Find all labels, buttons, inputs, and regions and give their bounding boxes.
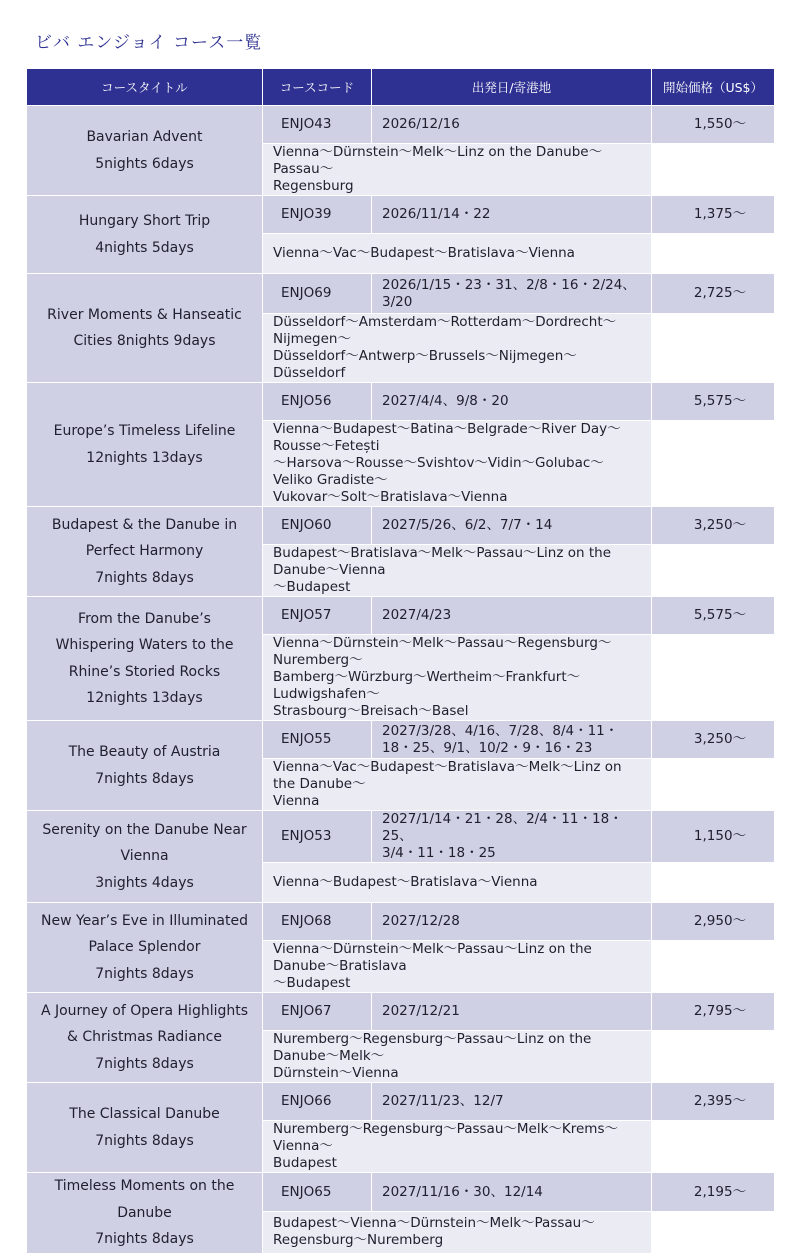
- port-route-line: Vukovar～Solt～Bratislava～Vienna: [273, 489, 508, 505]
- course-code: ENJO43: [263, 106, 372, 144]
- departure-dates: [372, 106, 652, 144]
- departure-date-line: 2027/12/28: [382, 913, 460, 929]
- course-row: [27, 597, 775, 635]
- course-title-line: Vienna: [120, 848, 169, 865]
- course-title-line: Hungary Short Trip: [78, 213, 211, 229]
- header-price: 開始価格（US$）: [652, 69, 775, 106]
- departure-dates: [372, 196, 652, 234]
- departure-dates: [372, 383, 652, 421]
- course-title: [27, 383, 263, 507]
- course-code: ENJO67: [263, 993, 372, 1031]
- departure-date-line: 2027/3/28、4/16、7/28、8/4・11・: [382, 722, 619, 739]
- port-route-line: Vienna～Budapest～Bratislava～Vienna: [273, 874, 538, 890]
- port-route-line: Vienna～Dürnstein～Melk～Passau～Linz on the Danube～Bratislava: [273, 941, 592, 974]
- port-route-line: Strasbourg～Breisach～Basel: [273, 703, 469, 719]
- port-route-line: Düsseldorf～Antwerp～Brussels～Nijmegen～Düsseldorf: [273, 348, 577, 381]
- start-price: 3,250～: [652, 507, 775, 545]
- empty-cell: [652, 863, 775, 903]
- course-title-line: Bavarian Advent: [86, 129, 203, 145]
- header-course-code: コースコード: [263, 69, 372, 106]
- empty-cell: [652, 545, 775, 597]
- start-price: 1,550～: [652, 106, 775, 144]
- departure-date-line: 2026/12/16: [382, 116, 460, 132]
- course-code: ENJO55: [263, 721, 372, 759]
- empty-cell: [652, 234, 775, 274]
- course-code: ENJO68: [263, 903, 372, 941]
- course-title: [27, 597, 263, 721]
- course-title-line: Palace Splendor: [88, 939, 201, 956]
- port-route: [263, 941, 652, 993]
- start-price: 2,950～: [652, 903, 775, 941]
- departure-dates: [372, 903, 652, 941]
- course-row: [27, 1083, 775, 1121]
- course-title-line: Timeless Moments on the: [54, 1178, 235, 1194]
- port-route-line: ～Budapest: [273, 975, 351, 991]
- course-title: [27, 106, 263, 196]
- course-title-line: & Christmas Radiance: [67, 1029, 222, 1046]
- course-row: [27, 811, 775, 863]
- port-route: [263, 1031, 652, 1083]
- departure-date-line: 2027/4/23: [382, 607, 452, 623]
- course-code: ENJO39: [263, 196, 372, 234]
- departure-date-line: 2027/11/23、12/7: [382, 1093, 504, 1109]
- course-row: [27, 383, 775, 421]
- port-route-line: ～Budapest: [273, 579, 351, 595]
- course-title-line: 7nights 8days: [95, 1231, 194, 1247]
- course-row: [27, 106, 775, 144]
- header-course-title: コースタイトル: [27, 69, 263, 106]
- course-row: [27, 196, 775, 234]
- course-code: ENJO60: [263, 507, 372, 545]
- port-route: [263, 1121, 652, 1173]
- empty-cell: [652, 1121, 775, 1173]
- course-row: [27, 274, 775, 314]
- port-route: [263, 545, 652, 597]
- port-route-line: Vienna～Dürnstein～Melk～Passau～Regensburg～Nuremberg～: [273, 635, 612, 668]
- start-price: 2,195～: [652, 1173, 775, 1212]
- departure-dates: [372, 811, 652, 863]
- course-row: [27, 903, 775, 941]
- port-route-line: Regensburg: [273, 178, 354, 194]
- course-code: ENJO69: [263, 274, 372, 314]
- course-title: [27, 274, 263, 383]
- start-price: 2,395～: [652, 1083, 775, 1121]
- departure-dates: [372, 721, 652, 759]
- course-row: [27, 507, 775, 545]
- departure-dates: [372, 1173, 652, 1212]
- port-route-line: Vienna～Dürnstein～Melk～Linz on the Danube～Passau～: [273, 144, 603, 177]
- start-price: 3,250～: [652, 721, 775, 759]
- departure-date-line: 2027/4/4、9/8・20: [382, 393, 509, 409]
- port-route: [263, 759, 652, 811]
- course-title-line: 4nights 5days: [95, 239, 194, 256]
- empty-cell: [652, 1031, 775, 1083]
- course-title-line: 12nights 13days: [86, 449, 203, 466]
- port-route-line: Vienna～Budapest～Batina～Belgrade～River Day～Rousse～Fetești: [273, 421, 621, 454]
- course-title: [27, 1083, 263, 1173]
- port-route: [263, 421, 652, 507]
- course-title-line: Serenity on the Danube Near: [42, 821, 247, 838]
- course-code: ENJO57: [263, 597, 372, 635]
- port-route: [263, 863, 652, 903]
- port-route: [263, 1212, 652, 1253]
- course-title-line: 5nights 6days: [95, 155, 194, 172]
- course-title-line: 7nights 8days: [95, 569, 194, 586]
- start-price: 5,575～: [652, 383, 775, 421]
- course-title: [27, 1173, 263, 1254]
- port-route-line: Vienna～Vac～Budapest～Bratislava～Vienna: [273, 245, 575, 261]
- departure-date-line: 18・25、9/1、10/2・9・16・23: [382, 739, 593, 756]
- departure-date-line: 2026/11/14・22: [382, 206, 491, 222]
- course-title-line: Europe’s Timeless Lifeline: [53, 423, 236, 439]
- course-title-line: The Beauty of Austria: [68, 744, 221, 760]
- course-title: [27, 993, 263, 1083]
- course-title: [27, 811, 263, 903]
- empty-cell: [652, 314, 775, 383]
- course-title-line: 7nights 8days: [95, 965, 194, 982]
- departure-date-line: 2027/5/26、6/2、7/7・14: [382, 517, 553, 533]
- departure-dates: [372, 507, 652, 545]
- page-title: ビバ エンジョイ コース一覧: [35, 33, 263, 53]
- empty-cell: [652, 1212, 775, 1253]
- departure-date-line: 2027/1/14・21・28、2/4・11・18・25、: [382, 811, 623, 844]
- empty-cell: [652, 759, 775, 811]
- course-row: [27, 721, 775, 759]
- port-route-line: Dürnstein～Vienna: [273, 1065, 399, 1081]
- course-title-line: New Year’s Eve in Illuminated: [41, 912, 248, 929]
- course-title-line: Whispering Waters to the: [55, 637, 234, 653]
- course-title-line: Rhine’s Storied Rocks: [68, 663, 221, 680]
- port-route-line: Budapest～Bratislava～Melk～Passau～Linz on the Danube～Vienna: [273, 545, 612, 578]
- departure-date-line: 2027/12/21: [382, 1003, 460, 1019]
- empty-cell: [652, 421, 775, 507]
- course-title-line: Budapest & the Danube in: [51, 516, 238, 533]
- course-code: ENJO65: [263, 1173, 372, 1212]
- start-price: 2,725～: [652, 274, 775, 314]
- departure-date-line: 2027/11/16・30、12/14: [382, 1183, 543, 1200]
- course-title-line: 12nights 13days: [86, 690, 203, 706]
- course-title: [27, 196, 263, 274]
- departure-date-line: 2026/1/15・23・31、2/8・16・2/24、: [382, 276, 636, 293]
- port-route-line: Vienna～Vac～Budapest～Bratislava～Melk～Linz on the Danube～: [273, 759, 622, 792]
- port-route: [263, 314, 652, 383]
- empty-cell: [652, 635, 775, 721]
- course-code: ENJO53: [263, 811, 372, 863]
- port-route-line: Düsseldorf～Amsterdam～Rotterdam～Dordrecht～Nijmegen～: [273, 314, 617, 347]
- departure-date-line: 3/20: [382, 293, 413, 310]
- empty-cell: [652, 941, 775, 993]
- course-title-line: 7nights 8days: [95, 1132, 194, 1149]
- header-departure: 出発日/寄港地: [372, 69, 652, 106]
- departure-date-line: 3/4・11・18・25: [382, 845, 496, 861]
- course-title-line: The Classical Danube: [69, 1106, 220, 1122]
- course-title-line: 7nights 8days: [95, 770, 194, 787]
- course-title: [27, 721, 263, 811]
- port-route-line: Bamberg～Würzburg～Wertheim～Frankfurt～Ludwigshafen～: [273, 669, 581, 702]
- port-route-line: Vienna: [273, 793, 320, 809]
- table-header-row: [27, 69, 775, 106]
- start-price: 1,150～: [652, 811, 775, 863]
- start-price: 2,795～: [652, 993, 775, 1031]
- course-table: [26, 68, 775, 1254]
- course-title: [27, 903, 263, 993]
- course-title-line: River Moments & Hanseatic: [47, 306, 242, 323]
- course-list: [27, 106, 775, 1254]
- departure-dates: [372, 1083, 652, 1121]
- port-route-line: Budapest～Vienna～Dürnstein～Melk～Passau～: [273, 1215, 595, 1232]
- departure-dates: [372, 274, 652, 314]
- course-title-line: Perfect Harmony: [85, 543, 204, 560]
- course-title-line: 3nights 4days: [95, 874, 194, 891]
- departure-dates: [372, 993, 652, 1031]
- course-title-line: 7nights 8days: [95, 1055, 194, 1072]
- start-price: 1,375～: [652, 196, 775, 234]
- port-route-line: ～Harsova～Rousse～Svishtov～Vidin～Golubac～Veliko Gradiste～: [273, 455, 604, 488]
- departure-dates: [372, 597, 652, 635]
- port-route-line: Budapest: [273, 1155, 337, 1171]
- port-route: [263, 234, 652, 274]
- course-title: [27, 507, 263, 597]
- port-route-line: Nuremberg～Regensburg～Passau～Melk～Krems～Vienna～: [273, 1121, 618, 1154]
- port-route-line: Regensburg～Nuremberg: [273, 1232, 444, 1249]
- course-title-line: Danube: [117, 1204, 172, 1221]
- course-row: [27, 993, 775, 1031]
- port-route-line: Nuremberg～Regensburg～Passau～Linz on the Danube～Melk～: [273, 1031, 592, 1064]
- port-route: [263, 635, 652, 721]
- port-route: [263, 144, 652, 196]
- course-row: [27, 1173, 775, 1212]
- course-code: ENJO66: [263, 1083, 372, 1121]
- course-title-line: From the Danube’s: [78, 610, 211, 627]
- course-title-line: Cities 8nights 9days: [73, 333, 216, 349]
- course-title-line: A Journey of Opera Highlights: [40, 1002, 249, 1019]
- start-price: 5,575～: [652, 597, 775, 635]
- empty-cell: [652, 144, 775, 196]
- course-code: ENJO56: [263, 383, 372, 421]
